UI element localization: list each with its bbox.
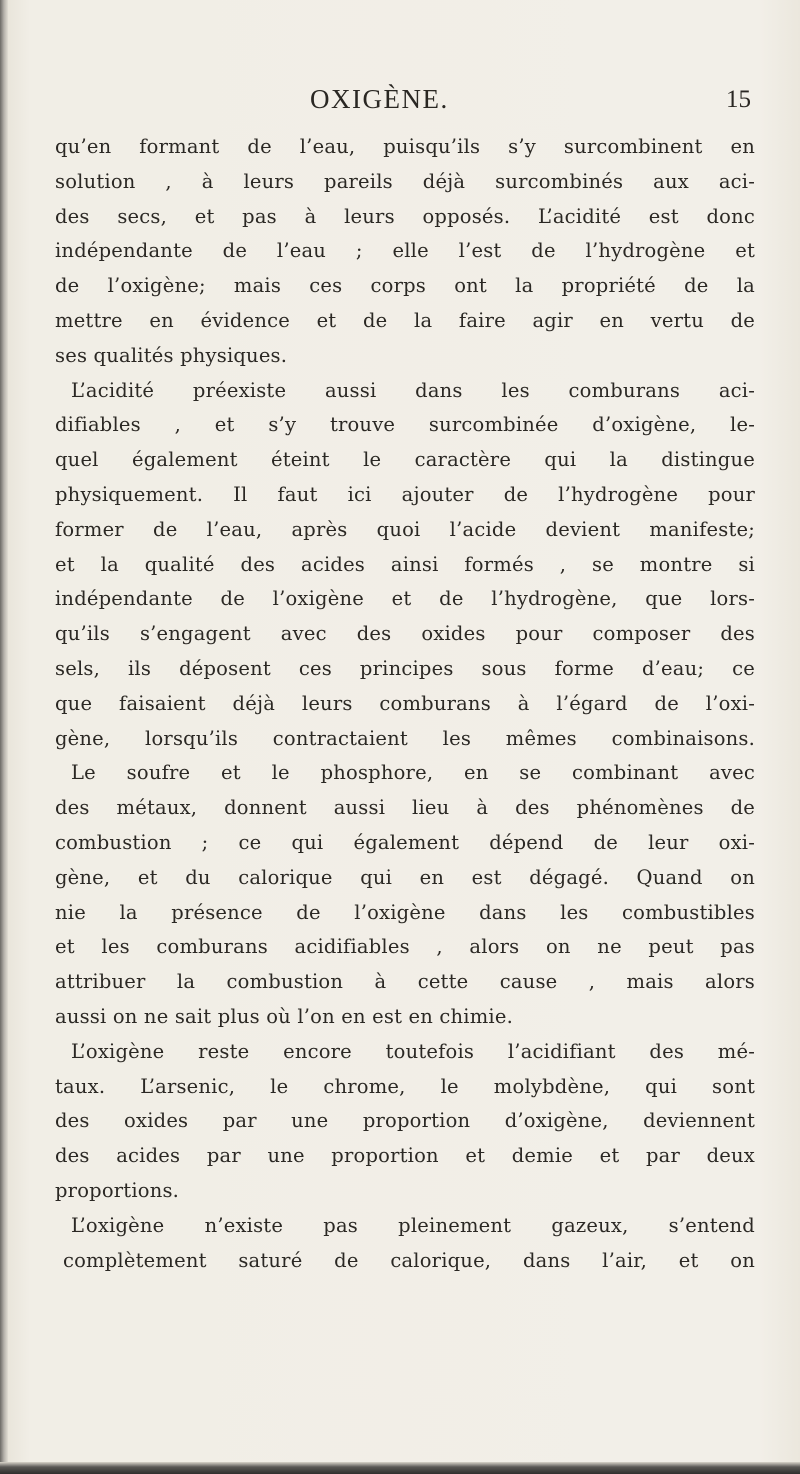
page-bottom-edge xyxy=(0,1462,800,1474)
text-line: taux. L’arsenic, le chrome, le molybdène, qui sont xyxy=(55,1074,755,1098)
text-line: indépendante de l’oxigène et de l’hydrogène, que lors- xyxy=(55,587,755,611)
text-line: gène, lorsqu’ils contractaient les mêmes combinaisons. xyxy=(55,726,755,750)
text-line: ses qualités physiques. xyxy=(55,343,288,367)
text-line: et la qualité des acides ainsi formés , se montre si xyxy=(55,552,755,576)
text-line: attribuer la combustion à cette cause , mais alors xyxy=(55,970,755,994)
text-line: physiquement. Il faut ici ajouter de l’hydrogène pour xyxy=(55,482,755,506)
text-line: que faisaient déjà leurs comburans à l’égard de l’oxi- xyxy=(55,691,755,715)
text-line: nie la présence de l’oxigène dans les combustibles xyxy=(55,900,755,924)
page-header xyxy=(0,84,800,124)
text-line: de l’oxigène; mais ces corps ont la propriété de la xyxy=(55,274,755,298)
text-line: des acides par une proportion et demie et par deux xyxy=(55,1144,755,1168)
running-title: OXIGÈNE. xyxy=(310,84,449,114)
text-line: complètement saturé de calorique, dans l’air, et on xyxy=(63,1248,755,1272)
text-line: gène, et du calorique qui en est dégagé. Quand on xyxy=(55,865,755,889)
text-line: sels, ils déposent ces principes sous forme d’eau; ce xyxy=(55,656,755,680)
page-number: 15 xyxy=(726,86,751,113)
text-line: des métaux, donnent aussi lieu à des phénomènes de xyxy=(55,796,755,820)
paragraph-start-line: L’oxigène reste encore toutefois l’acidifiant des mé- xyxy=(71,1039,755,1063)
body-text xyxy=(55,130,755,1278)
text-line: aussi on ne sait plus où l’on en est en chimie. xyxy=(55,1004,514,1028)
text-line: quel également éteint le caractère qui la distingue xyxy=(55,448,755,472)
text-line: des secs, et pas à leurs opposés. L’acidité est donc xyxy=(55,204,755,228)
text-line: des oxides par une proportion d’oxigène, deviennent xyxy=(55,1109,755,1133)
paragraph-start-line: Le soufre et le phosphore, en se combinant avec xyxy=(71,761,755,785)
text-line: solution , à leurs pareils déjà surcombinés aux aci- xyxy=(55,169,755,193)
page-binding-edge xyxy=(0,0,8,1474)
text-line: qu’en formant de l’eau, puisqu’ils s’y surcombinent en xyxy=(55,135,755,158)
text-line: qu’ils s’engagent avec des oxides pour composer des xyxy=(55,622,755,646)
text-line: former de l’eau, après quoi l’acide devient manifeste; xyxy=(55,517,755,541)
text-line: proportions. xyxy=(55,1178,180,1202)
paragraph-start-line: L’acidité préexiste aussi dans les comburans aci- xyxy=(71,378,755,402)
text-line: difiables , et s’y trouve surcombinée d’oxigène, le- xyxy=(55,413,755,437)
text-line: combustion ; ce qui également dépend de leur oxi- xyxy=(55,830,755,854)
text-line: mettre en évidence et de la faire agir en vertu de xyxy=(55,308,755,332)
paragraph-start-line: L’oxigène n’existe pas pleinement gazeux, s’entend xyxy=(71,1213,755,1237)
text-line: indépendante de l’eau ; elle l’est de l’hydrogène et xyxy=(55,239,755,263)
text-line: et les comburans acidifiables , alors on ne peut pas xyxy=(55,935,755,959)
